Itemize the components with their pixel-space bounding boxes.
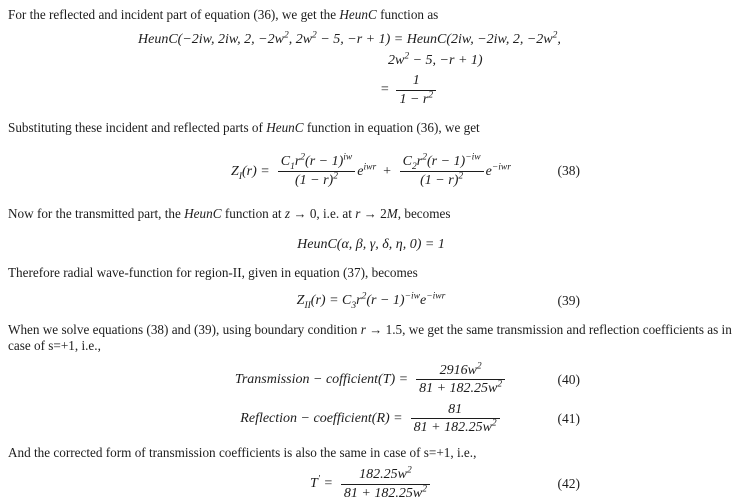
text-run-italic: HeunC: [184, 206, 222, 222]
equation-line-3: [380, 72, 734, 108]
text-run: Substituting these incident and reflected parts of: [8, 120, 267, 136]
text-run-italic: z: [284, 206, 291, 222]
text-run: function in equation (36), we get: [303, 120, 480, 136]
paragraph-corrected-form: And the corrected form of transmission coefficients is also the same in case of s=+1, i.e.,: [8, 444, 477, 460]
text-run: When we solve equations (38) and (39), using boundary condition: [8, 321, 361, 337]
equation-number: (40): [557, 371, 580, 387]
equation-lhs: T′ =: [310, 474, 333, 492]
equals-sign: =: [380, 82, 390, 98]
numerator: $C_1r^2(r - 1)^{iw}$: [280, 152, 353, 173]
equation-41-content: [240, 401, 501, 437]
text-run: function at: [221, 206, 285, 222]
equation-term: [276, 153, 376, 189]
numerator: $C_2r^2(r - 1)^{-iw}$: [402, 152, 481, 173]
equation-42-content: [310, 466, 432, 502]
equation-line-2: $2w^2 - 5$, −r + 1): [388, 51, 483, 68]
text-run: For the reflected and incident part of equation (36), we get the: [8, 7, 340, 22]
text-run: Now for the transmitted part, the: [8, 206, 185, 222]
equation-lhs: Reflection − coefficient(R) =: [240, 411, 403, 427]
fraction: [411, 401, 500, 437]
denominator: $81 + 182.25w^2$: [341, 484, 430, 502]
text-run: → 0, i.e. at: [290, 206, 356, 222]
paragraph-transmitted: [8, 206, 734, 222]
text-run: → 2: [360, 206, 387, 222]
equation-lhs: Transmission − cofficient(T) =: [234, 372, 409, 388]
fraction: [400, 153, 484, 189]
denominator: $81 + 182.25w^2$: [411, 418, 500, 437]
paragraph-therefore: Therefore radial wave-function for region-II, given in equation (37), becomes: [8, 265, 418, 281]
equation-38: [8, 153, 734, 189]
equation-lhs: $Z_I(r)$ =: [231, 163, 270, 182]
denominator: $(1 - r)^2$: [400, 171, 484, 190]
paragraph-boundary-condition: [8, 322, 734, 354]
text-run-italic: r: [355, 206, 361, 222]
text-run-italic: M: [386, 206, 398, 222]
equation-41: [8, 401, 734, 437]
numerator: 81: [448, 401, 463, 417]
equation-38-content: [231, 153, 511, 189]
equation-40-content: [235, 362, 507, 398]
equation-line-1: HeunC(−2iw, 2iw, 2, $-2w^2$, $2w^2 - 5$, −r + 1) = HeunC(2iw, −2iw, 2, $-2w^2$,: [138, 30, 561, 48]
equation-number: (39): [557, 292, 580, 308]
numerator: $2916w^2$: [439, 361, 482, 378]
exponential-factor: $e^{-iwr}$: [485, 161, 511, 179]
numerator: 1: [412, 73, 420, 89]
paragraph-substituting: [8, 120, 734, 136]
text-run-italic: HeunC: [266, 120, 304, 136]
numerator: $182.25w^2$: [359, 465, 412, 483]
text-run: → 1.5, we get the same transmission and reflection coefficients as in case of s=+1, i.e.,: [8, 321, 732, 353]
fraction: [396, 72, 436, 108]
equation-39-content: [297, 291, 446, 311]
equation-term: [398, 153, 511, 189]
equation-body: $Z_{II}(r) = C_3r^2(r - 1)^{-iw}e^{-iwr}$: [296, 291, 446, 311]
equation-40: [8, 362, 734, 398]
equation-number: (38): [557, 163, 580, 179]
paragraph-intro: [8, 7, 734, 23]
equation-number: (41): [557, 410, 580, 426]
equation-heunc-unit: HeunC(α, β, γ, δ, η, 0) = 1: [297, 237, 445, 253]
plus-operator: +: [382, 163, 392, 179]
equation-39: [8, 291, 734, 311]
equation-heunc-identity: [8, 30, 734, 108]
text-run-italic: HeunC: [339, 7, 377, 22]
equation-number: (42): [557, 476, 580, 492]
text-run: function as: [376, 7, 439, 22]
equation-42: [8, 466, 734, 502]
denominator: $(1 - r)^2$: [278, 171, 356, 190]
exponential-factor: $e^{iwr}$: [357, 161, 377, 179]
fraction: [416, 362, 505, 398]
text-run: , becomes: [397, 206, 451, 222]
fraction: [341, 466, 430, 502]
text-run-italic: r: [360, 321, 366, 337]
fraction: [278, 153, 356, 189]
denominator: $81 + 182.25w^2$: [416, 379, 505, 398]
denominator: $1 - r^2$: [396, 90, 436, 109]
